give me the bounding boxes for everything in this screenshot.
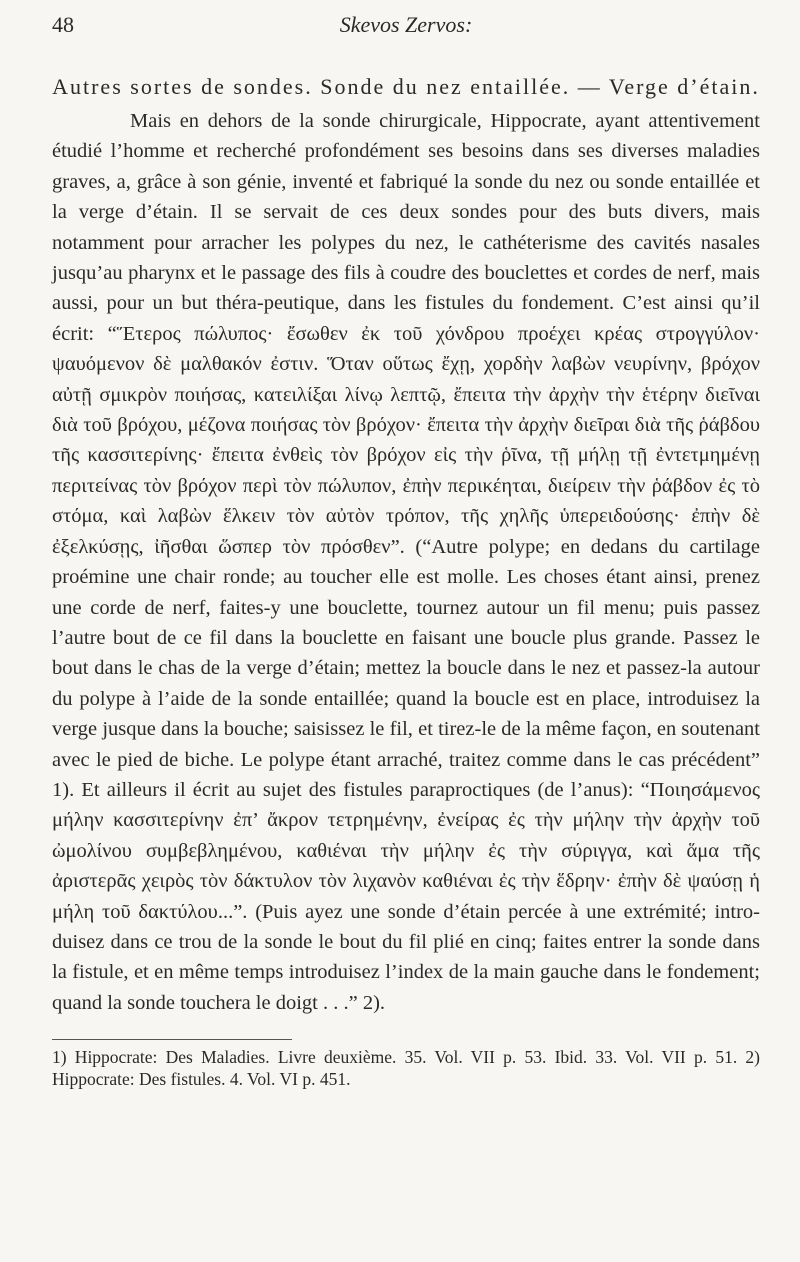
- body-paragraph: Mais en dehors de la sonde chirurgicale, Hippocrate, ayant attentivement étudié l’homme et recherché profondément ses besoins dans ses diverses maladies graves, a, grâce à son génie, inventé et fabriqué la sonde du nez ou sonde entaillée et la verge d’étain. Il se servait de ces deux sondes pour des buts divers, mais notamment pour arracher les polypes du nez, le cathéterisme des cavités nasales jusqu’au pharynx et le passage des fils à coudre des bouclettes et cordes de nerf, mais aussi, pour un but théra-peutique, dans les fistules du fondement. C’est ainsi qu’il écrit: “Ἕτερος πώλυπος· ἔσωθεν ἐκ τοῦ χόνδρου προέχει κρέας στρογγύλον· ψαυόμενον δὲ μαλθακόν ἐστιν. Ὅταν οὕτως ἔχῃ, χορδὴν λαβὼν νευρίνην, βρόχον αὐτῇ σμικρὸν ποιήσας, κατειλίξαι λίνῳ λεπτῷ, ἔπειτα τὴν ἀρχὴν τὴν ἑτέρην διεῖναι διὰ τοῦ βρόχου, μέζονα ποιήσας τὸν βρόχον· ἔπειτα τὴν ἀρχὴν διεῖραι διὰ τῆς ῥάβδου τῆς κασσιτερίνης· ἔπειτα ἐνθεὶς τὸν βρόχον εἰς τὴν ῥῖνα, τῇ μήλῃ τῇ ἐντετμημένῃ περιτείνας τὸν βρόχον περὶ τὸν πώλυπον, ἐπὴν περικέηται, διείρειν τὴν ῥάβδον ἐς τὸ στόμα, καὶ λαβὼν ἕλκειν τὸν αὐτὸν τρόπον, τῆς χηλῆς ὑπερειδούσης· ἐπὴν δὲ ἐξελκύσῃς, ἰῆσθαι ὥσπερ τὸν πρόσθεν”. (“Autre polype; en dedans du cartilage proémine une chair ronde; au toucher elle est molle. Les choses étant ainsi, prenez une corde de nerf, faites-y une bouclette, tournez autour un fil menu; puis passez l’autre bout de ce fil dans la bouclette en faisant une boucle plus grande. Passez le bout dans le chas de la verge d’étain; mettez la boucle dans le nez et passez-la autour du polype à l’aide de la sonde entaillée; quand la boucle est en place, introduisez la verge jusque dans la bouche; saisissez le fil, et tirez-le de la même façon, en soutenant avec le pied de biche. Le polype étant arraché, traitez comme dans le cas précédent” 1). Et ailleurs il écrit au sujet des fistules paraproctiques (de l’anus): “Ποιησάμενος μήλην κασσιτερίνην ἐπ’ ἄκρον τετρημένην, ἐνείρας ἐς τὴν μήλην τὴν ἀρχὴν τοῦ ὠμολίνου συμβεβλημένου, καθιέναι τὴν μήλην ἐς τὴν σύριγγα, καὶ ἅμα τῆς ἀριστερᾶς χειρὸς τὸν δάκτυλον τὸν λιχανὸν καθιέναι ἐς τὴν ἕδρην· ἐπὴν δὲ ψαύσῃ ἡ μήλη τοῦ δακτύλου...”. (Puis ayez une sonde d’étain percée à une extrémité; intro-duisez dans ce trou de la sonde le bout du fil plié en cinq; faites entrer la sonde dans la fistule, et en même temps introduisez l’index de la main gauche dans le fondement; quand la sonde touchera le doigt . . .” 2).: [52, 110, 760, 1014]
- running-head: Skevos Zervos:: [339, 12, 473, 37]
- section-heading: Autres sortes de sondes. Sonde du nez entaillée. — Verge d’étain.: [52, 74, 760, 99]
- page-number: 48: [52, 12, 74, 37]
- footnotes: 1) Hippocrate: Des Maladies. Livre deuxième. 35. Vol. VII p. 53. Ibid. 33. Vol. VII p. 51. 2) Hippocrate: Des fistules. 4. Vol. VI p. 451.: [52, 1046, 760, 1089]
- footnote-divider: [52, 1039, 292, 1040]
- page-header: [52, 12, 760, 44]
- book-page: [52, 12, 760, 1090]
